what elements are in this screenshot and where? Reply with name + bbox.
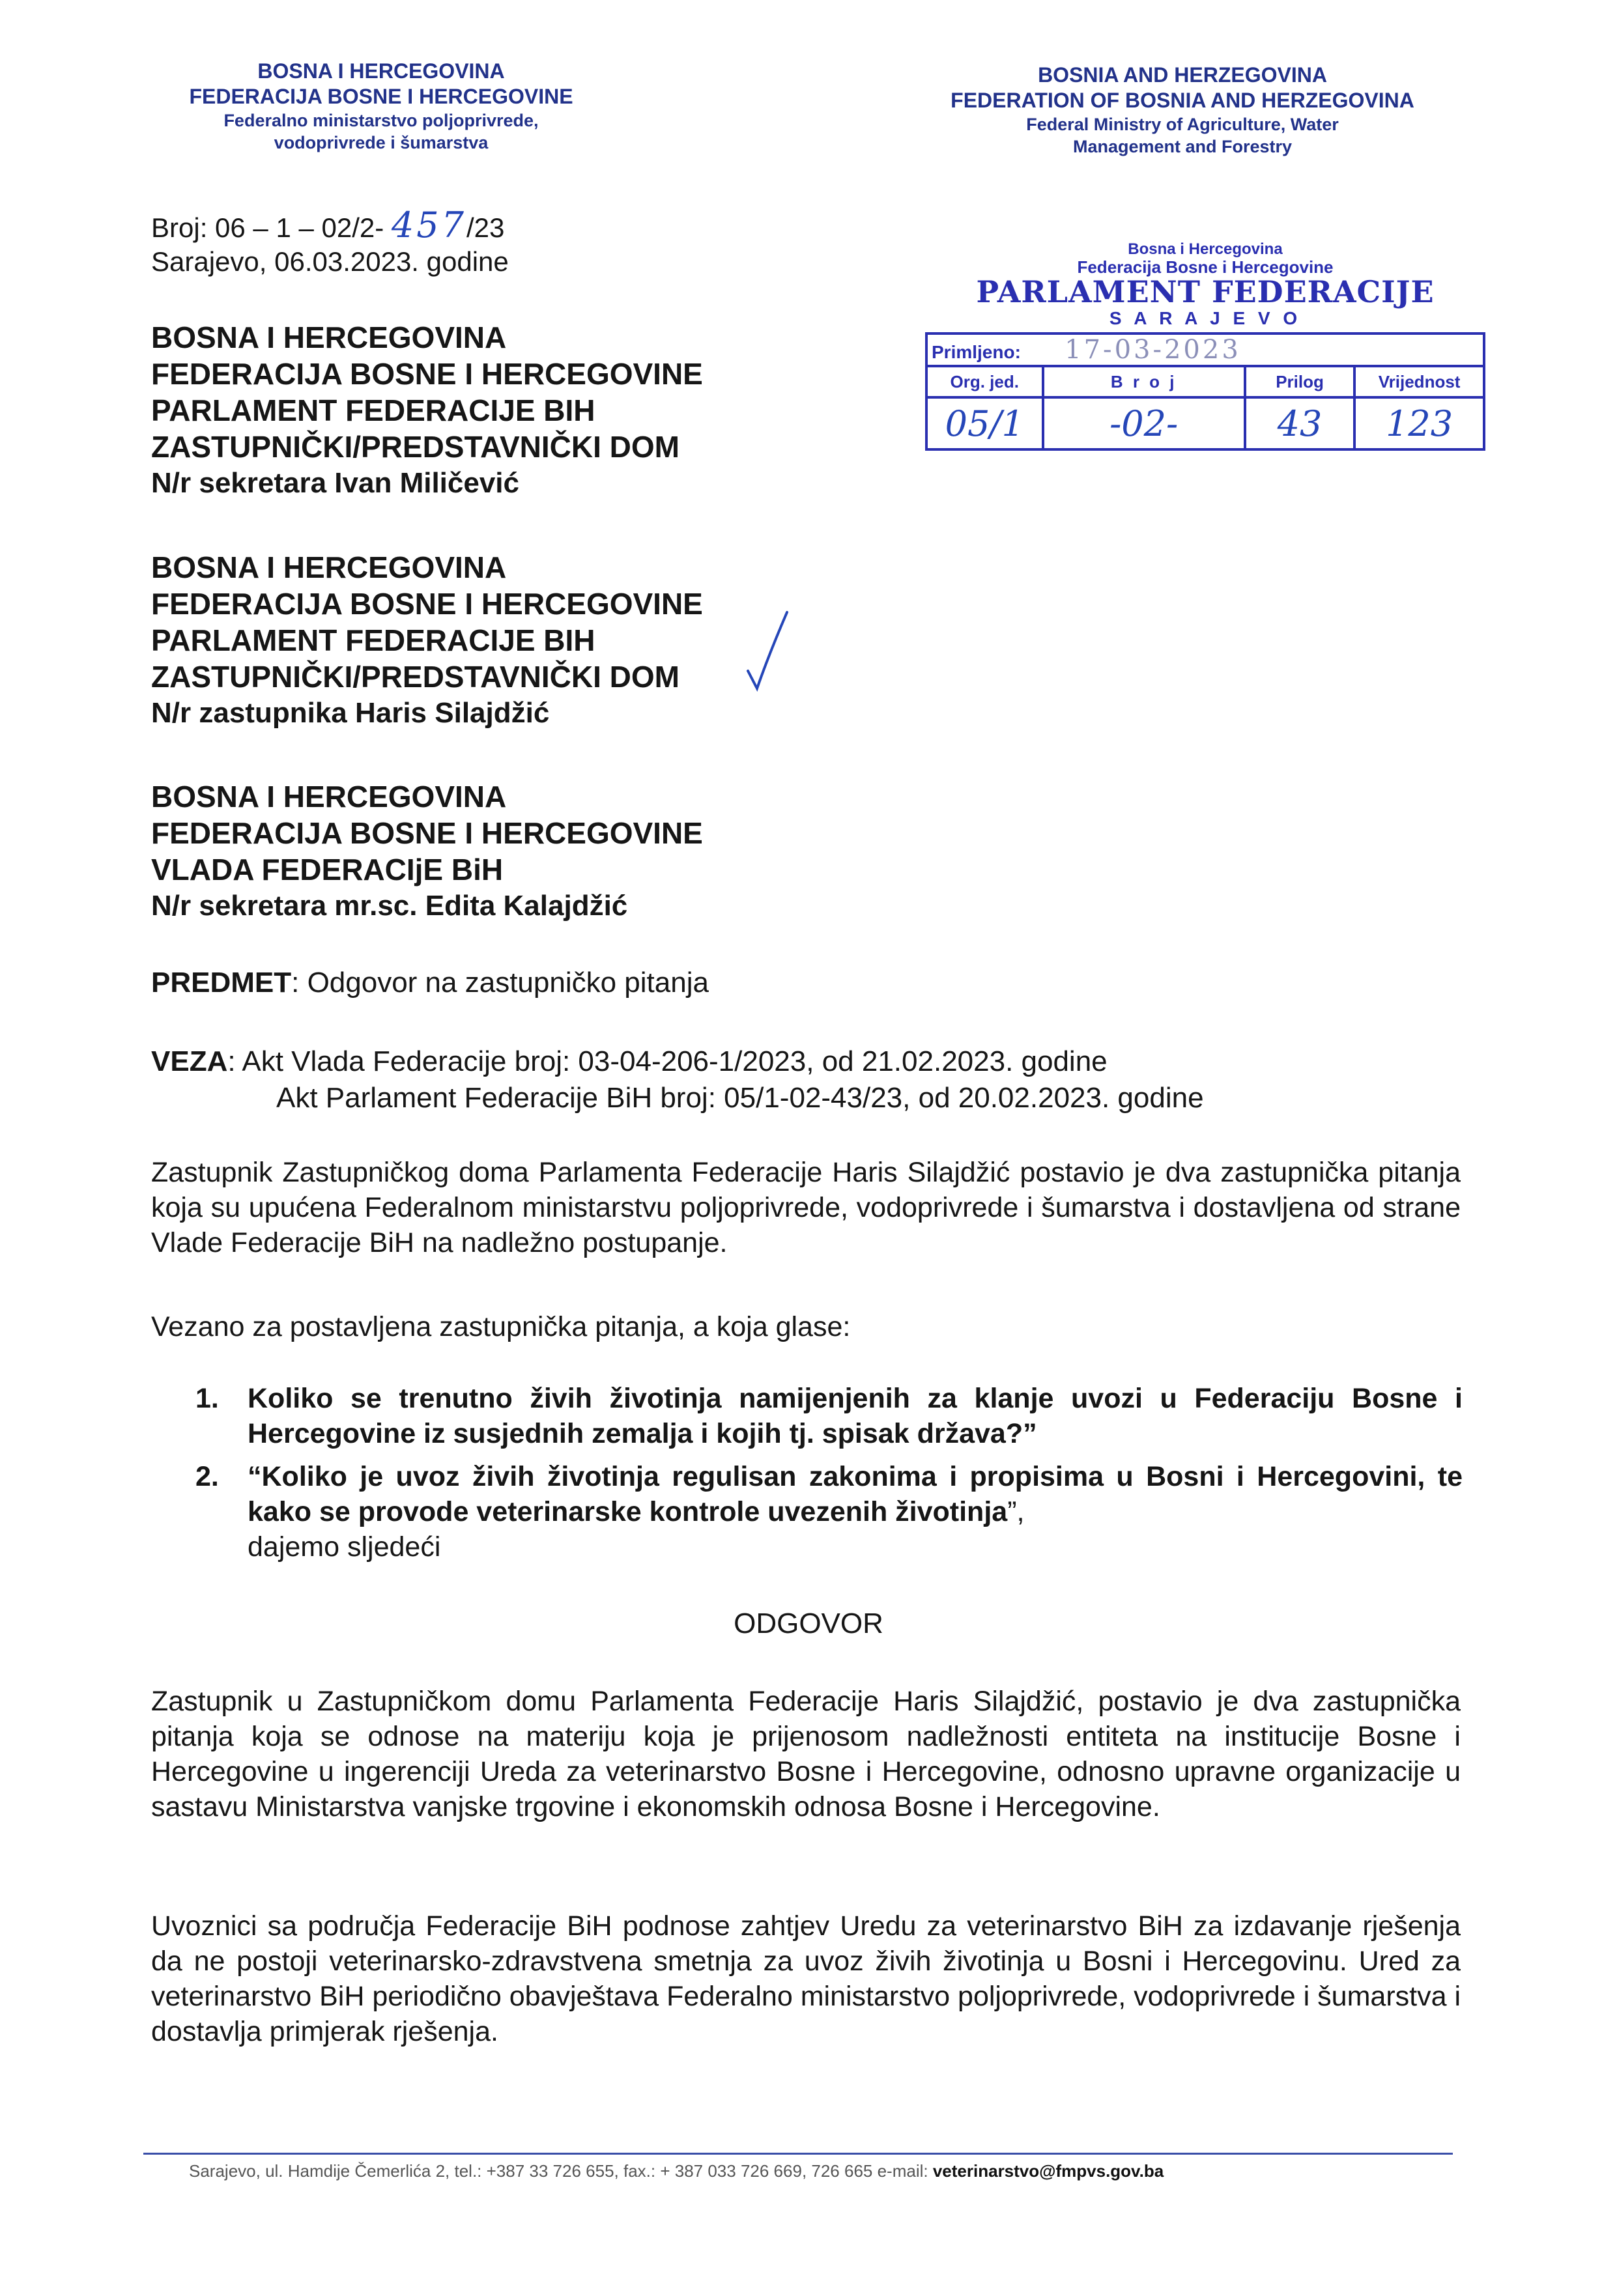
question-2-after: dajemo sljedeći <box>248 1531 441 1563</box>
stamp-val-org: 05/1 <box>926 397 1043 449</box>
reference-number-suffix: /23 <box>466 212 505 243</box>
checkmark-icon <box>743 609 795 700</box>
reference-number <box>151 205 737 246</box>
question-1-number: 1. <box>195 1383 219 1414</box>
stamp-val-prilog: 43 <box>1245 397 1354 449</box>
recipient-3-line1: BOSNA I HERCEGOVINA <box>151 780 507 814</box>
recipient-3-line3: VLADA FEDERACIjE BiH <box>151 853 504 886</box>
stamp-col-prilog: Prilog <box>1245 366 1354 397</box>
letterhead-left-line4: vodoprivrede i šumarstva <box>274 133 489 152</box>
question-2-number: 2. <box>195 1461 219 1492</box>
footer-contact <box>189 2161 1459 2181</box>
recipient-block-3 <box>151 778 868 924</box>
stamp-line3: PARLAMENT FEDERACIJE <box>976 274 1435 309</box>
footer-email: veterinarstvo@fmpvs.gov.ba <box>932 2161 1164 2181</box>
recipient-2-attention: N/r zastupnika Haris Silajdžić <box>151 697 550 729</box>
letterhead-left <box>124 59 638 154</box>
recipient-1-attention: N/r sekretara Ivan Miličević <box>151 467 519 499</box>
letterhead-left-line1: BOSNA I HERCEGOVINA <box>257 59 505 83</box>
recipient-3-attention: N/r sekretara mr.sc. Edita Kalajdžić <box>151 890 628 922</box>
footer-rule <box>143 2153 1453 2155</box>
veza-line-2: Akt Parlament Federacije BiH broj: 05/1-02-43/23, od 20.02.2023. godine <box>276 1082 1204 1114</box>
handwritten-number: 457 <box>391 205 466 246</box>
paragraph-4: Uvoznici sa područja Federacije BiH podnose zahtjev Uredu za veterinarstvo BiH za izdavanje rješenja da ne postoji veterinarsko-zdravstvena smetnja za uvoz živih životinja u Bosni i Hercegovinu. Ured za veterinarstvo BiH periodično obavještava Federalno ministarstvo poljoprivrede, vodoprivrede i šumarstva i dostavlja primjerak rješenja. <box>151 1910 1461 2047</box>
question-1-text: Koliko se trenutno živih životinja namijenjenih za klanje uvozi u Federaciju Bosne i Hercegovine iz susjednih zemalja i kojih tj. spisak država?” <box>248 1383 1463 1449</box>
veza-line-1 <box>151 1043 1487 1080</box>
paragraph-3: Zastupnik u Zastupničkom domu Parlamenta Federacije Haris Silajdžić, postavio je dva zastupnička pitanja koja se odnose na materiju koja je prijenosom nadležnosti entiteta na institucije Bosne i Hercegovine u ingerenciji Ureda za veterinarstvo Bosne i Hercegovine, odnosno upravne organizacije u sastavu Ministarstva vanjske trgovine i ekonomskih odnosa Bosne i Hercegovine. <box>151 1686 1461 1822</box>
letterhead-left-line2: FEDERACIJA BOSNE I HERCEGOVINE <box>189 85 573 108</box>
stamp-received-label: Primljeno: <box>932 342 1021 362</box>
subject-label: PREDMET <box>151 967 292 999</box>
reference-number-prefix: Broj: 06 – 1 – 02/2- <box>151 212 384 243</box>
letterhead-right <box>899 63 1466 158</box>
recipient-1-line1: BOSNA I HERCEGOVINA <box>151 320 507 354</box>
letterhead-right-line4: Management and Forestry <box>1072 137 1293 156</box>
recipient-3-line2: FEDERACIJA BOSNE I HERCEGOVINE <box>151 816 703 850</box>
stamp-col-broj: B r o j <box>1043 366 1245 397</box>
stamp-line2: Federacija Bosne i Hercegovine <box>1077 257 1334 277</box>
recipient-1-line2: FEDERACIJA BOSNE I HERCEGOVINE <box>151 357 703 391</box>
question-2 <box>195 1459 1463 1565</box>
letterhead-right-line2: FEDERATION OF BOSNIA AND HERZEGOVINA <box>951 89 1414 112</box>
question-2-body <box>248 1459 1463 1529</box>
veza-label: VEZA <box>151 1045 228 1077</box>
reference-block <box>151 205 737 279</box>
reference-date: Sarajevo, 06.03.2023. godine <box>151 246 509 277</box>
answer-heading: ODGOVOR <box>734 1608 883 1639</box>
letterhead-left-line3: Federalno ministarstvo poljoprivrede, <box>223 111 539 130</box>
question-2-tail: ”, <box>1007 1496 1025 1527</box>
recipient-1-line4: ZASTUPNIČKI/PREDSTAVNIČKI DOM <box>151 430 680 464</box>
stamp-received-row <box>926 333 1484 366</box>
stamp-col-vrijednost: Vrijednost <box>1354 366 1484 397</box>
letterhead-right-line1: BOSNIA AND HERZEGOVINA <box>1038 63 1327 87</box>
recipient-2-line3: PARLAMENT FEDERACIJE BIH <box>151 623 595 657</box>
question-2-text: “Koliko je uvoz živih životinja regulisan zakonima i propisima u Bosni i Hercegovini, te kako se provode veterinarske kontrole uvezenih životinja <box>248 1461 1463 1527</box>
paragraph-2: Vezano za postavljena zastupnička pitanja, a koja glase: <box>151 1311 851 1342</box>
recipient-2-line2: FEDERACIJA BOSNE I HERCEGOVINE <box>151 587 703 621</box>
footer-address: Sarajevo, ul. Hamdije Čemerlića 2, tel.: +387 33 726 655, fax.: + 387 033 726 669, 726 665 e-mail: <box>189 2161 933 2181</box>
stamp-col-org: Org. jed. <box>926 366 1043 397</box>
paragraph-1: Zastupnik Zastupničkog doma Parlamenta Federacije Haris Silajdžić postavio je dva zastupnička pitanja koja su upućena Federalnom ministarstvu poljoprivrede, vodoprivrede i šumarstva i dostavljena od strane Vlade Federacije BiH na nadležno postupanje. <box>151 1157 1461 1258</box>
subject-text: : Odgovor na zastupničko pitanja <box>291 967 709 999</box>
veza-block <box>151 1043 1487 1116</box>
recipient-2-line1: BOSNA I HERCEGOVINA <box>151 550 507 584</box>
stamp-line1: Bosna i Hercegovina <box>1128 240 1283 258</box>
recipient-block-1 <box>151 319 868 502</box>
letterhead-right-line3: Federal Ministry of Agriculture, Water <box>1026 115 1339 134</box>
stamp-line4: S A R A J E V O <box>1109 308 1302 328</box>
question-1 <box>195 1381 1463 1451</box>
stamp-val-vrijednost: 123 <box>1354 397 1484 449</box>
veza-text-1: : Akt Vlada Federacije broj: 03-04-206-1/2023, od 21.02.2023. godine <box>227 1045 1108 1077</box>
stamp-table <box>925 332 1485 451</box>
recipient-1-line3: PARLAMENT FEDERACIJE BIH <box>151 393 595 427</box>
receipt-stamp <box>925 241 1485 451</box>
stamp-val-broj: -02- <box>1043 397 1245 449</box>
stamp-received-date: 17-03-2023 <box>1065 335 1241 365</box>
subject-line <box>151 965 709 1000</box>
recipient-2-line4: ZASTUPNIČKI/PREDSTAVNIČKI DOM <box>151 660 680 694</box>
